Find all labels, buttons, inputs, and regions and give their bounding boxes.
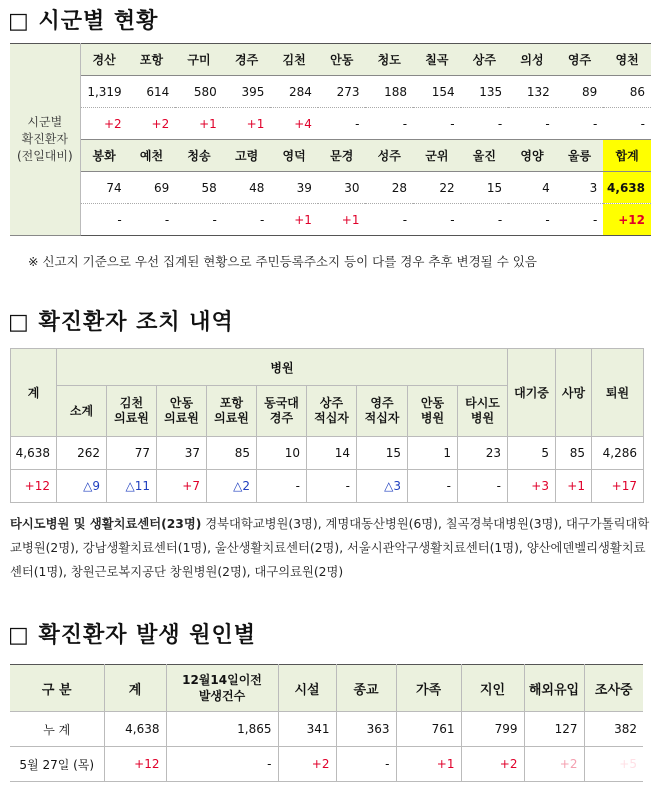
change-value: +2 xyxy=(278,747,336,782)
change-value: - xyxy=(336,747,396,782)
header-line: 포항 xyxy=(219,396,244,410)
cell-value: 10 xyxy=(257,437,307,470)
city-name: 문경 xyxy=(318,140,366,172)
note-text: 경북대학교병원(3명), 계명대동산병원(6명), 칠곡경북대병원(3명), 대구가톨릭대학교병원(2명), 강남생활치료센터(1명), 울산생활치료센터(2명), 서울시관악구생활치료센터(1명), 양산에덴벨리생활치료센터(1명), 창원근로복지공단 창원병원(2명), 대구의료원(2명) xyxy=(10,517,650,579)
city-change: - xyxy=(508,108,556,140)
cell-value: 363 xyxy=(336,712,396,747)
city-change: - xyxy=(413,204,461,236)
header-line: 안동 xyxy=(420,396,445,410)
city-count: 284 xyxy=(270,76,318,108)
header-hospital-col xyxy=(408,386,458,437)
change-value: +3 xyxy=(508,470,556,503)
cell-value: 1,865 xyxy=(166,712,278,747)
city-status-table xyxy=(10,43,651,236)
header-hospital-col xyxy=(157,386,207,437)
change-value: +2 xyxy=(524,747,584,782)
cell-value: 761 xyxy=(396,712,461,747)
city-count: 22 xyxy=(413,172,461,204)
city-name: 영덕 xyxy=(270,140,318,172)
header-hospital-col xyxy=(257,386,307,437)
city-name: 영주 xyxy=(556,44,604,76)
change-value: - xyxy=(257,470,307,503)
city-count: 69 xyxy=(128,172,176,204)
change-value: +5 xyxy=(584,747,643,782)
city-count: 74 xyxy=(80,172,128,204)
city-change: - xyxy=(175,204,223,236)
city-change: - xyxy=(223,204,271,236)
city-name: 포항 xyxy=(128,44,176,76)
city-change: - xyxy=(508,204,556,236)
change-value: +1 xyxy=(556,470,592,503)
header-line: 상주 xyxy=(319,396,344,410)
header-line: 안동 xyxy=(169,396,194,410)
section1-note: ※ 신고지 기준으로 우선 집계된 현황으로 주민등록주소지 등이 다를 경우 추후 변경될 수 있음 xyxy=(28,254,537,269)
change-value: +12 xyxy=(104,747,166,782)
city-count: 154 xyxy=(413,76,461,108)
city-change: +1 xyxy=(270,204,318,236)
cell-value: 85 xyxy=(207,437,257,470)
city-name: 울릉 xyxy=(556,140,604,172)
city-count: 58 xyxy=(175,172,223,204)
city-name: 김천 xyxy=(270,44,318,76)
header-waiting: 대기중 xyxy=(508,349,556,437)
header-hospital-col xyxy=(107,386,157,437)
city-change: - xyxy=(80,204,128,236)
city-name: 칠곡 xyxy=(413,44,461,76)
header-hospital-col xyxy=(357,386,408,437)
city-change: +1 xyxy=(223,108,271,140)
city-count: 1,319 xyxy=(80,76,128,108)
city-count: 86 xyxy=(603,76,651,108)
header-line: 의료원 xyxy=(114,411,149,425)
city-name: 군위 xyxy=(413,140,461,172)
row-label-date: 5월 27일 (목) xyxy=(10,747,104,782)
city-change: - xyxy=(365,204,413,236)
cell-value: 1 xyxy=(408,437,458,470)
city-count: 89 xyxy=(556,76,604,108)
header-hospital-col xyxy=(207,386,257,437)
city-change: - xyxy=(365,108,413,140)
city-change: - xyxy=(556,204,604,236)
row-label-line: (전일대비) xyxy=(16,149,73,163)
city-change: +2 xyxy=(128,108,176,140)
change-value: +2 xyxy=(461,747,524,782)
header-line: 영주 xyxy=(370,396,394,410)
header-hospital-col xyxy=(307,386,357,437)
city-count: 188 xyxy=(365,76,413,108)
total-label: 합계 xyxy=(603,140,651,172)
city-change: - xyxy=(461,108,509,140)
other-hospitals-note xyxy=(10,512,655,584)
city-change: - xyxy=(318,108,366,140)
city-count: 3 xyxy=(556,172,604,204)
city-change: +1 xyxy=(175,108,223,140)
header-line: 발생건수 xyxy=(198,689,246,703)
change-value: +12 xyxy=(11,470,57,503)
total-count: 4,638 xyxy=(603,172,651,204)
header-category: 구 분 xyxy=(10,665,104,712)
city-count: 48 xyxy=(223,172,271,204)
header-overseas: 해외유입 xyxy=(524,665,584,712)
header-subtotal xyxy=(57,386,107,437)
header-line: 병원 xyxy=(420,411,445,425)
change-value: △9 xyxy=(57,470,107,503)
city-change: +1 xyxy=(318,204,366,236)
cell-value: 4,286 xyxy=(592,437,644,470)
city-name: 청도 xyxy=(365,44,413,76)
city-count: 395 xyxy=(223,76,271,108)
city-count: 614 xyxy=(128,76,176,108)
header-line: 적십자 xyxy=(314,411,349,425)
cell-value: 14 xyxy=(307,437,357,470)
cell-value: 262 xyxy=(57,437,107,470)
change-value: +7 xyxy=(157,470,207,503)
row-label-line: 확진환자 xyxy=(21,132,68,146)
header-acquaintance: 지인 xyxy=(461,665,524,712)
city-count: 135 xyxy=(461,76,509,108)
header-hospital: 병원 xyxy=(57,349,508,386)
patient-action-table xyxy=(10,348,644,503)
header-line: 의료원 xyxy=(214,411,249,425)
header-line: 의료원 xyxy=(164,411,199,425)
change-value: △3 xyxy=(357,470,408,503)
city-change: - xyxy=(556,108,604,140)
city-name: 고령 xyxy=(223,140,271,172)
cell-value: 37 xyxy=(157,437,207,470)
city-name: 안동 xyxy=(318,44,366,76)
row-label-line: 시군별 xyxy=(27,115,63,129)
header-facility: 시설 xyxy=(278,665,336,712)
header-total: 계 xyxy=(104,665,166,712)
cell-value: 799 xyxy=(461,712,524,747)
cell-value: 341 xyxy=(278,712,336,747)
header-death: 사망 xyxy=(556,349,592,437)
cell-value: 77 xyxy=(107,437,157,470)
header-hospital-col xyxy=(458,386,508,437)
change-value: - xyxy=(166,747,278,782)
change-value: - xyxy=(408,470,458,503)
cell-value: 127 xyxy=(524,712,584,747)
cell-value: 85 xyxy=(556,437,592,470)
change-value: - xyxy=(458,470,508,503)
city-change: - xyxy=(461,204,509,236)
change-value: - xyxy=(307,470,357,503)
city-name: 울진 xyxy=(461,140,509,172)
city-change: - xyxy=(413,108,461,140)
cause-table xyxy=(10,664,643,782)
city-count: 15 xyxy=(461,172,509,204)
cell-value: 15 xyxy=(357,437,408,470)
section3-title: □ 확진환자 발생 원인별 xyxy=(8,623,257,648)
city-change: - xyxy=(603,108,651,140)
city-name: 예천 xyxy=(128,140,176,172)
section1-title: □ 시군별 현황 xyxy=(8,9,159,34)
city-change: +4 xyxy=(270,108,318,140)
city-name: 상주 xyxy=(461,44,509,76)
city-name: 성주 xyxy=(365,140,413,172)
city-name: 경산 xyxy=(80,44,128,76)
city-name: 영천 xyxy=(603,44,651,76)
city-count: 580 xyxy=(175,76,223,108)
header-family: 가족 xyxy=(396,665,461,712)
cell-value: 23 xyxy=(458,437,508,470)
row-label-cumulative: 누 계 xyxy=(10,712,104,747)
header-line: 김천 xyxy=(119,396,144,410)
city-count: 4 xyxy=(508,172,556,204)
city-count: 39 xyxy=(270,172,318,204)
row-label xyxy=(10,44,80,236)
city-change: - xyxy=(128,204,176,236)
header-line: 소계 xyxy=(69,403,94,418)
header-before-dec14 xyxy=(166,665,278,712)
header-line: 12월14일이전 xyxy=(182,673,262,687)
change-value: △2 xyxy=(207,470,257,503)
city-name: 청송 xyxy=(175,140,223,172)
city-count: 273 xyxy=(318,76,366,108)
header-religion: 종교 xyxy=(336,665,396,712)
header-line: 동국대 xyxy=(264,396,299,410)
header-investigating: 조사중 xyxy=(584,665,643,712)
city-name: 구미 xyxy=(175,44,223,76)
city-name: 영양 xyxy=(508,140,556,172)
total-value: 4,638 xyxy=(11,437,57,470)
city-count: 132 xyxy=(508,76,556,108)
header-line: 경주 xyxy=(269,411,294,425)
change-value: +17 xyxy=(592,470,644,503)
header-total: 계 xyxy=(11,349,57,437)
city-name: 의성 xyxy=(508,44,556,76)
cell-value: 382 xyxy=(584,712,643,747)
header-line: 타시도 xyxy=(465,396,500,410)
header-line: 적십자 xyxy=(364,411,400,425)
header-discharge: 퇴원 xyxy=(592,349,644,437)
city-change: +2 xyxy=(80,108,128,140)
section2-title: □ 확진환자 조치 내역 xyxy=(8,310,234,335)
city-name: 경주 xyxy=(223,44,271,76)
city-count: 30 xyxy=(318,172,366,204)
cell-value: 5 xyxy=(508,437,556,470)
header-line: 병원 xyxy=(470,411,495,425)
cell-value: 4,638 xyxy=(104,712,166,747)
note-heading: 타시도병원 및 생활치료센터(23명) xyxy=(10,517,202,531)
city-count: 28 xyxy=(365,172,413,204)
city-name: 봉화 xyxy=(80,140,128,172)
total-change: +12 xyxy=(603,204,651,236)
change-value: +1 xyxy=(396,747,461,782)
change-value: △11 xyxy=(107,470,157,503)
